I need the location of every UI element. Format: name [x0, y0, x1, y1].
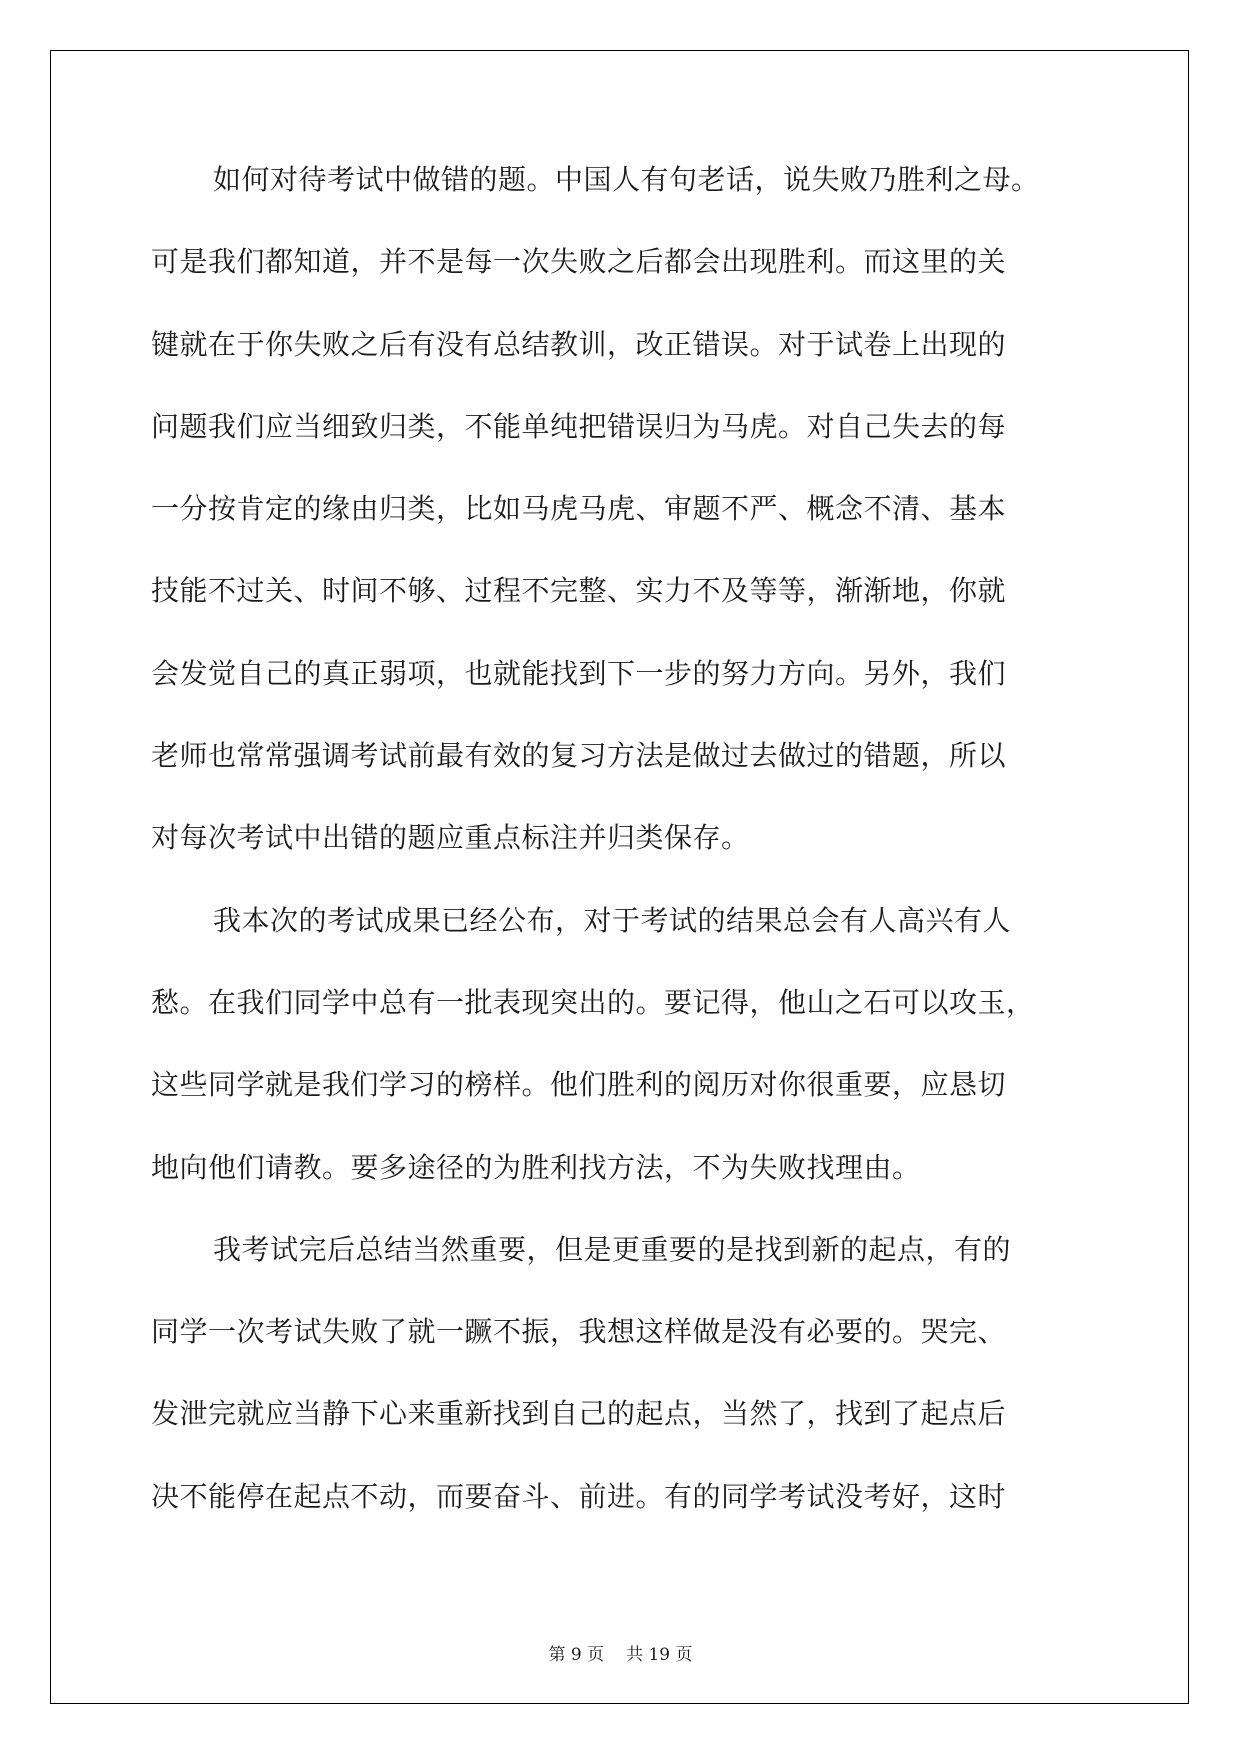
- page-footer: [0, 1640, 1241, 1665]
- text-line: 对每次考试中出错的题应重点标注并归类保存。: [151, 821, 750, 855]
- text-line: 这些同学就是我们学习的榜样。他们胜利的阅历对你很重要，应恳切: [151, 1068, 1007, 1102]
- page-number: 第 9 页: [548, 1645, 605, 1665]
- text-line: 我本次的考试成果已经公布，对于考试的结果总会有人高兴有人: [213, 903, 1012, 937]
- text-line: 决不能停在起点不动，而要奋斗、前进。有的同学考试没考好，这时: [151, 1479, 1007, 1513]
- document-body: [151, 155, 1091, 1554]
- text-line: 愁。在我们同学中总有一批表现突出的。要记得，他山之石可以攻玉，: [151, 985, 1035, 1019]
- page-total: 共 19 页: [626, 1645, 693, 1665]
- text-line: 会发觉自己的真正弱项，也就能找到下一步的努力方向。另外，我们: [151, 656, 1007, 690]
- text-line: 一分按肯定的缘由归类，比如马虎马虎、审题不严、概念不清、基本: [151, 492, 1007, 526]
- text-line: 我考试完后总结当然重要，但是更重要的是找到新的起点，有的: [213, 1232, 1012, 1266]
- text-line: 老师也常常强调考试前最有效的复习方法是做过去做过的错题，所以: [151, 739, 1007, 773]
- text-line: 同学一次考试失败了就一蹶不振，我想这样做是没有必要的。哭完、: [151, 1315, 1007, 1349]
- text-line: 发泄完就应当静下心来重新找到自己的起点，当然了，找到了起点后: [151, 1397, 1007, 1431]
- text-line: 技能不过关、时间不够、过程不完整、实力不及等等，渐渐地，你就: [151, 574, 1007, 608]
- text-line: 如何对待考试中做错的题。中国人有句老话，说失败乃胜利之母。: [213, 163, 1040, 196]
- text-line: 问题我们应当细致归类，不能单纯把错误归为马虎。对自己失去的每: [151, 409, 1007, 443]
- text-line: 键就在于你失败之后有没有总结教训，改正错误。对于试卷上出现的: [151, 327, 1007, 361]
- text-line: 地向他们请教。要多途径的为胜利找方法，不为失败找理由。: [151, 1150, 921, 1184]
- text-line: 可是我们都知道，并不是每一次失败之后都会出现胜利。而这里的关: [151, 245, 1007, 279]
